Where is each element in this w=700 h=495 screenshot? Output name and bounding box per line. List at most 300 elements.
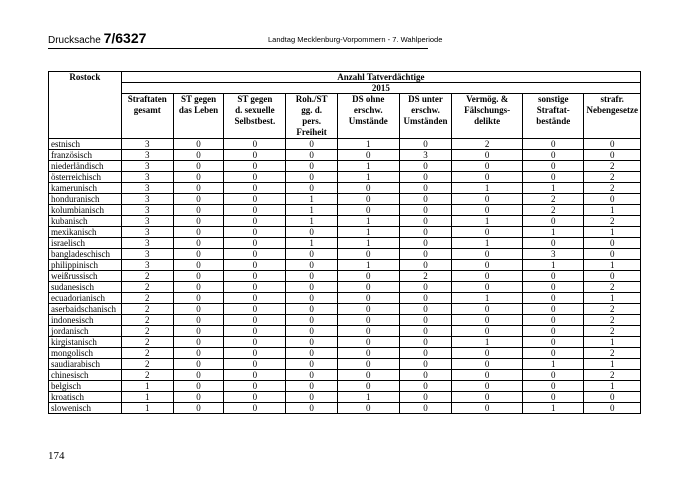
count-cell: 0 [173,326,224,337]
count-cell: 0 [399,392,452,403]
count-cell: 0 [452,205,523,216]
column-header [286,94,337,139]
nationality-label: kroatisch [49,392,122,403]
count-cell: 0 [452,370,523,381]
nationality-label: niederländisch [49,161,122,172]
count-cell: 1 [337,161,399,172]
count-cell: 0 [173,194,224,205]
column-header [121,94,173,139]
count-cell: 0 [584,403,641,414]
count-cell: 0 [523,282,584,293]
count-cell: 0 [286,304,337,315]
column-header-line: pers. [302,116,321,126]
column-header-line: Umstände [348,116,388,126]
count-cell: 0 [399,183,452,194]
nationality-label: österreichisch [49,172,122,183]
count-cell: 0 [224,161,286,172]
count-cell: 0 [173,293,224,304]
count-cell: 0 [399,381,452,392]
count-cell: 0 [224,348,286,359]
nationality-label: slowenisch [49,403,122,414]
column-header-line: d. sexuelle [235,105,275,115]
count-cell: 2 [584,370,641,381]
count-cell: 0 [399,194,452,205]
count-cell: 0 [337,205,399,216]
count-cell: 1 [452,216,523,227]
count-cell: 0 [584,238,641,249]
count-cell: 0 [224,403,286,414]
count-cell: 1 [337,392,399,403]
count-cell: 0 [452,282,523,293]
column-header-line: Fälschungs- [464,105,511,115]
count-cell: 0 [286,249,337,260]
column-header-line: Vermög. & [466,94,509,104]
count-cell: 0 [399,205,452,216]
count-cell: 0 [173,348,224,359]
count-cell: 0 [337,348,399,359]
count-cell: 0 [523,326,584,337]
count-cell: 1 [337,238,399,249]
nationality-label: mexikanisch [49,227,122,238]
count-cell: 0 [523,337,584,348]
column-header [584,94,641,139]
year-header: 2015 [121,83,640,94]
column-header-line: Straftat- [536,105,570,115]
nationality-label: aserbaidschanisch [49,304,122,315]
count-cell: 3 [523,249,584,260]
page-number: 174 [48,450,65,462]
count-cell: 0 [523,216,584,227]
column-header-row [49,94,641,139]
count-cell: 3 [121,172,173,183]
count-cell: 0 [224,282,286,293]
count-cell: 2 [452,139,523,150]
count-cell: 0 [224,304,286,315]
count-cell: 0 [286,139,337,150]
count-cell: 0 [399,139,452,150]
count-cell: 0 [337,194,399,205]
count-cell: 0 [452,260,523,271]
column-header-line: ST gegen [237,94,273,104]
count-cell: 0 [399,249,452,260]
table-body [49,139,641,414]
count-cell: 0 [173,304,224,315]
count-cell: 0 [399,348,452,359]
count-cell: 0 [337,315,399,326]
count-cell: 0 [173,205,224,216]
nationality-label: kolumbianisch [49,205,122,216]
nationality-label: belgisch [49,381,122,392]
count-cell: 0 [173,161,224,172]
table-row [49,326,641,337]
document-prefix: Drucksache [48,35,104,46]
nationality-label: sudanesisch [49,282,122,293]
count-cell: 0 [173,403,224,414]
column-header [523,94,584,139]
count-cell: 1 [523,183,584,194]
count-cell: 0 [337,249,399,260]
column-header-line: ST gegen [180,94,217,104]
count-cell: 0 [173,392,224,403]
count-cell: 0 [452,315,523,326]
count-cell: 0 [224,260,286,271]
table-row [49,249,641,260]
count-cell: 0 [173,282,224,293]
count-cell: 0 [452,161,523,172]
table-row [49,183,641,194]
count-cell: 0 [584,271,641,282]
count-cell: 0 [399,282,452,293]
count-cell: 0 [399,304,452,315]
count-cell: 0 [286,271,337,282]
count-cell: 0 [584,249,641,260]
count-cell: 3 [121,161,173,172]
count-cell: 2 [523,205,584,216]
nationality-label: kamerunisch [49,183,122,194]
count-cell: 0 [286,260,337,271]
count-cell: 0 [452,392,523,403]
count-cell: 1 [584,260,641,271]
count-cell: 0 [224,139,286,150]
nationality-label: jordanisch [49,326,122,337]
count-cell: 0 [337,359,399,370]
nationality-label: bangladeschisch [49,249,122,260]
count-cell: 0 [286,392,337,403]
count-cell: 0 [523,304,584,315]
count-cell: 0 [523,271,584,282]
nationality-label: mongolisch [49,348,122,359]
count-cell: 0 [452,194,523,205]
nationality-label: philippinisch [49,260,122,271]
column-header [337,94,399,139]
count-cell: 1 [337,172,399,183]
count-cell: 0 [399,370,452,381]
nationality-label: estnisch [49,139,122,150]
nationality-label: chinesisch [49,370,122,381]
nationality-label: saudiarabisch [49,359,122,370]
table-row [49,403,641,414]
count-cell: 1 [121,381,173,392]
header-rule [48,48,428,49]
count-cell: 0 [452,348,523,359]
column-header-line: strafr. [600,94,624,104]
column-header-line: DS ohne [352,94,385,104]
table-row [49,304,641,315]
count-cell: 1 [337,139,399,150]
table-row [49,370,641,381]
count-cell: 1 [584,227,641,238]
count-cell: 0 [399,238,452,249]
count-cell: 0 [286,227,337,238]
count-cell: 3 [399,150,452,161]
count-cell: 1 [286,216,337,227]
count-cell: 0 [523,161,584,172]
count-cell: 0 [337,304,399,315]
count-cell: 1 [121,403,173,414]
count-cell: 0 [286,172,337,183]
count-cell: 3 [121,249,173,260]
nationality-label: honduranisch [49,194,122,205]
count-cell: 1 [523,359,584,370]
count-cell: 0 [173,238,224,249]
count-cell: 0 [286,381,337,392]
count-cell: 0 [337,282,399,293]
count-cell: 0 [337,150,399,161]
table-row [49,348,641,359]
count-cell: 1 [337,216,399,227]
count-cell: 0 [337,370,399,381]
count-cell: 1 [337,260,399,271]
table-row [49,172,641,183]
table-row [49,315,641,326]
count-cell: 3 [121,139,173,150]
count-cell: 0 [523,315,584,326]
count-cell: 3 [121,205,173,216]
count-cell: 0 [523,293,584,304]
count-cell: 0 [173,139,224,150]
count-cell: 0 [452,271,523,282]
region-header: Rostock [49,72,122,139]
column-header-line: gesamt [133,105,161,115]
count-cell: 0 [523,370,584,381]
count-cell: 0 [224,370,286,381]
count-cell: 1 [584,337,641,348]
count-cell: 0 [224,326,286,337]
table-row [49,194,641,205]
count-cell: 0 [173,260,224,271]
count-cell: 0 [337,271,399,282]
column-header [399,94,452,139]
column-header-line: erschw. [411,105,440,115]
column-header [452,94,523,139]
count-cell: 0 [523,381,584,392]
count-cell: 1 [584,205,641,216]
nationality-label: ecuadorianisch [49,293,122,304]
count-cell: 1 [286,194,337,205]
column-header-line: gg. d. [301,105,322,115]
count-cell: 1 [523,403,584,414]
count-cell: 0 [286,315,337,326]
count-cell: 0 [523,150,584,161]
count-cell: 0 [584,139,641,150]
document-number [48,30,146,46]
count-cell: 0 [584,194,641,205]
count-cell: 2 [584,282,641,293]
count-cell: 2 [584,315,641,326]
count-cell: 0 [224,359,286,370]
count-cell: 0 [224,227,286,238]
nationality-label: kubanisch [49,216,122,227]
count-cell: 0 [224,271,286,282]
count-cell: 0 [173,227,224,238]
count-cell: 0 [337,183,399,194]
count-cell: 0 [399,326,452,337]
count-cell: 0 [224,249,286,260]
count-cell: 0 [173,337,224,348]
count-cell: 2 [121,304,173,315]
count-cell: 0 [173,315,224,326]
count-cell: 0 [224,238,286,249]
count-cell: 0 [224,205,286,216]
count-cell: 2 [121,282,173,293]
count-cell: 0 [224,392,286,403]
table-row [49,205,641,216]
table-row [49,227,641,238]
document-number-value: 7/6327 [103,30,147,46]
count-cell: 2 [584,161,641,172]
nationality-label: französisch [49,150,122,161]
count-cell: 2 [399,271,452,282]
count-cell: 2 [584,326,641,337]
count-cell: 2 [121,337,173,348]
count-cell: 0 [286,161,337,172]
count-cell: 0 [452,381,523,392]
count-cell: 0 [224,150,286,161]
count-cell: 0 [224,183,286,194]
count-cell: 0 [523,238,584,249]
count-cell: 1 [452,337,523,348]
count-cell: 0 [399,293,452,304]
count-cell: 2 [121,271,173,282]
nationality-label: indonesisch [49,315,122,326]
column-header-line: sonstige [537,94,569,104]
column-header [173,94,224,139]
count-cell: 3 [121,260,173,271]
table-row [49,216,641,227]
count-cell: 0 [399,227,452,238]
count-cell: 3 [121,227,173,238]
count-cell: 0 [173,271,224,282]
count-cell: 3 [121,216,173,227]
count-cell: 0 [584,150,641,161]
count-cell: 2 [584,216,641,227]
column-header-line: Roh./ST [295,94,328,104]
count-cell: 1 [452,183,523,194]
group-header: Anzahl Tatverdächtige [121,72,640,83]
count-cell: 0 [399,161,452,172]
column-header-line: Freiheit [296,127,327,137]
count-cell: 0 [452,403,523,414]
count-cell: 3 [121,238,173,249]
count-cell: 2 [523,194,584,205]
count-cell: 0 [452,359,523,370]
suspects-table [48,71,641,414]
count-cell: 0 [286,282,337,293]
count-cell: 0 [224,293,286,304]
table-row [49,150,641,161]
count-cell: 2 [121,348,173,359]
count-cell: 3 [121,194,173,205]
count-cell: 0 [452,172,523,183]
table-row [49,293,641,304]
count-cell: 1 [337,227,399,238]
count-cell: 2 [584,348,641,359]
column-header-line: DS unter [408,94,443,104]
count-cell: 0 [337,326,399,337]
count-cell: 0 [452,150,523,161]
count-cell: 1 [584,381,641,392]
count-cell: 2 [584,172,641,183]
count-cell: 0 [452,304,523,315]
count-cell: 0 [224,194,286,205]
column-header-line: Straftaten [127,94,167,104]
column-header-line: erschw. [353,105,383,115]
count-cell: 1 [523,227,584,238]
count-cell: 1 [523,260,584,271]
nationality-label: israelisch [49,238,122,249]
count-cell: 0 [224,172,286,183]
count-cell: 0 [173,183,224,194]
count-cell: 0 [337,381,399,392]
column-header-line: das Leben [178,105,219,115]
count-cell: 0 [173,172,224,183]
table-row [49,238,641,249]
column-header-line: Nebengesetze [586,105,638,115]
count-cell: 1 [452,293,523,304]
count-cell: 2 [584,304,641,315]
count-cell: 0 [286,150,337,161]
count-cell: 0 [337,293,399,304]
count-cell: 0 [224,381,286,392]
count-cell: 0 [523,348,584,359]
table-row [49,282,641,293]
count-cell: 1 [584,293,641,304]
count-cell: 1 [286,205,337,216]
count-cell: 0 [399,315,452,326]
count-cell: 2 [121,315,173,326]
count-cell: 1 [584,359,641,370]
count-cell: 2 [584,183,641,194]
table-row [49,161,641,172]
count-cell: 0 [286,370,337,381]
parliament-title: Landtag Mecklenburg-Vorpommern - 7. Wahlperiode [268,35,443,44]
count-cell: 0 [399,359,452,370]
count-cell: 0 [399,172,452,183]
count-cell: 0 [452,249,523,260]
count-cell: 2 [121,359,173,370]
count-cell: 1 [121,392,173,403]
count-cell: 3 [121,183,173,194]
count-cell: 1 [286,238,337,249]
count-cell: 0 [286,348,337,359]
count-cell: 0 [337,403,399,414]
table-row [49,359,641,370]
count-cell: 0 [173,150,224,161]
column-header-line: bestände [536,116,571,126]
count-cell: 3 [121,150,173,161]
table-row [49,139,641,150]
count-cell: 2 [121,326,173,337]
table-row [49,337,641,348]
count-cell: 0 [224,216,286,227]
count-cell: 0 [584,392,641,403]
count-cell: 1 [452,238,523,249]
count-cell: 0 [173,216,224,227]
count-cell: 0 [173,370,224,381]
count-cell: 0 [286,326,337,337]
table-row [49,381,641,392]
count-cell: 0 [173,381,224,392]
count-cell: 0 [523,172,584,183]
count-cell: 0 [224,315,286,326]
count-cell: 0 [173,249,224,260]
count-cell: 0 [523,392,584,403]
count-cell: 2 [121,370,173,381]
count-cell: 0 [286,337,337,348]
nationality-label: kirgistanisch [49,337,122,348]
column-header-line: Umständen [403,116,448,126]
count-cell: 0 [286,293,337,304]
